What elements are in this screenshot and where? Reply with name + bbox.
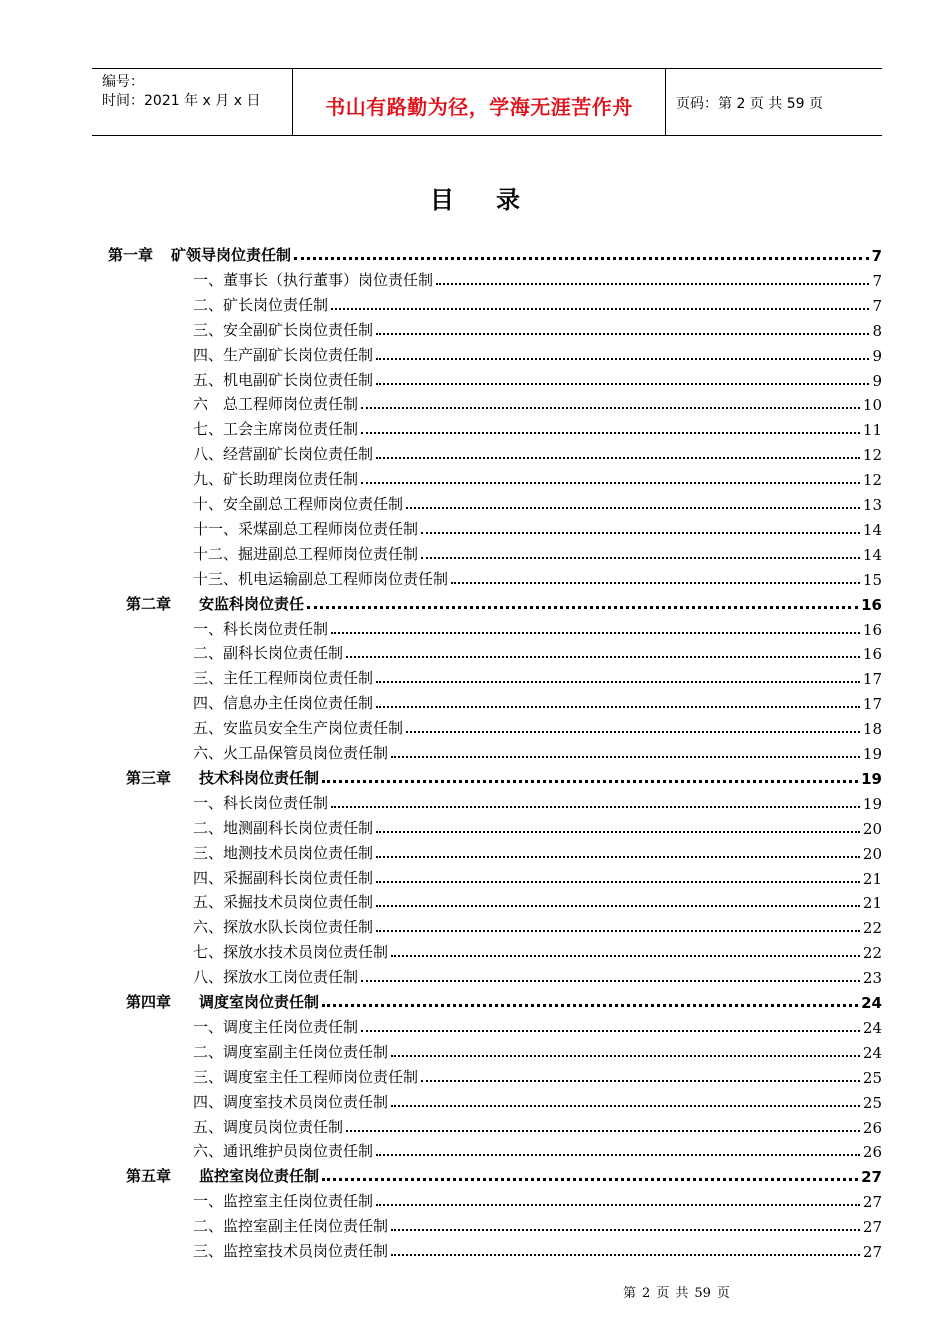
toc-page-number: 21 [862,894,882,913]
toc-chapter-row[interactable] [126,764,882,788]
title-part: 录 [496,186,520,214]
toc-item-row[interactable] [193,814,882,838]
toc-chapter-label: 安监科岗位责任 [199,594,305,613]
toc-dot-leader [391,756,860,758]
toc-page-number: 15 [862,570,882,589]
toc-item-label: 十一、采煤副总工程师岗位责任制 [193,519,419,538]
toc-dot-leader [361,432,860,434]
toc-dot-leader [376,333,869,335]
toc-dot-leader [391,1055,860,1057]
toc-chapter-number: 第五章 [126,1167,172,1186]
toc-dot-leader [436,283,869,285]
toc-item-label: 一、董事长（执行董事）岗位责任制 [193,270,434,289]
toc-item-label: 五、调度员岗位责任制 [193,1117,344,1136]
toc-item-row[interactable] [193,341,882,365]
toc-item-label: 二、地测副科长岗位责任制 [193,818,374,837]
toc-page-number: 7 [871,247,882,265]
toc-chapter-number: 第四章 [126,993,172,1011]
footer-word: 页 [716,1286,730,1301]
toc-dot-leader [421,557,860,559]
toc-page-number: 16 [861,595,882,614]
toc-item-label: 三、监控室技术员岗位责任制 [193,1242,389,1260]
toc-page-number: 24 [862,1043,882,1062]
toc-page-number: 26 [862,1118,882,1137]
toc-item-label: 四、采掘副科长岗位责任制 [193,868,374,887]
toc-item-label: 十、安全副总工程师岗位责任制 [193,495,404,513]
toc-dot-leader [376,681,860,683]
toc-page-number: 20 [862,819,882,838]
toc-item-row[interactable] [193,1113,882,1137]
toc-dot-leader [361,482,860,484]
toc-item-label: 六、火工品保管员岗位责任制 [193,744,389,762]
toc-page-number: 22 [862,944,882,963]
toc-page-number: 21 [862,869,882,888]
toc-page-number: 13 [862,496,882,514]
toc-item-row[interactable] [193,1038,882,1062]
toc-item-label: 二、监控室副主任岗位责任制 [193,1217,389,1236]
toc-dot-leader [376,856,860,858]
toc-item-label: 二、矿长岗位责任制 [193,295,329,314]
toc-item-row[interactable] [193,789,882,813]
toc-item-label: 三、安全副矿长岗位责任制 [193,320,374,339]
toc-item-label: 五、安监员安全生产岗位责任制 [193,719,404,738]
toc-chapter-label: 矿领导岗位责任制 [171,246,292,264]
toc-dot-leader [376,383,869,385]
toc-item-label: 十二、掘进副总工程师岗位责任制 [193,544,419,563]
footer-page-number: 2 [642,1286,651,1301]
toc-dot-leader [361,1030,860,1032]
toc-page-number: 16 [862,645,882,664]
toc-item-row[interactable] [193,1187,882,1211]
toc-page-number: 25 [862,1093,882,1112]
toc-page-number: 19 [862,794,882,813]
toc-item-row[interactable] [193,938,882,962]
toc-item-row[interactable] [193,739,882,763]
toc-chapter-label: 监控室岗位责任制 [199,1167,320,1186]
toc-item-label: 五、机电副矿长岗位责任制 [193,370,374,389]
toc-page-number: 23 [862,969,882,988]
toc-page-number: 19 [861,769,882,788]
toc-page-number: 14 [862,545,882,564]
toc-page-number: 8 [872,321,882,340]
toc-dot-leader [376,881,860,883]
toc-dot-leader [376,1204,860,1206]
toc-dot-leader [361,407,860,409]
toc-page-number: 24 [861,994,882,1012]
toc-dot-leader [376,1154,860,1156]
toc-item-label: 十三、机电运输副总工程师岗位责任制 [193,569,449,588]
toc-item-label: 六、探放水队长岗位责任制 [193,918,374,937]
toc-dot-leader [331,632,860,634]
toc-chapter-row[interactable] [126,1162,882,1186]
toc-page-number: 9 [872,371,882,390]
toc-item-row[interactable] [193,615,882,639]
toc-item-row[interactable] [193,291,882,315]
toc-dot-leader [421,532,860,534]
toc-item-label: 一、科长岗位责任制 [193,619,329,638]
header-divider [665,69,666,135]
toc-page-number: 14 [862,520,882,539]
toc-page-number: 12 [862,446,882,465]
toc-dot-leader [406,507,860,509]
toc-item-row[interactable] [193,639,882,663]
toc-item-label: 一、调度主任岗位责任制 [193,1017,359,1036]
toc-dot-leader [322,1004,858,1007]
toc-item-row[interactable] [193,316,882,340]
toc-item-label: 六 总工程师岗位责任制 [193,395,359,414]
toc-item-row[interactable] [193,664,882,688]
toc-dot-leader [361,980,860,982]
title-part: 目 [430,186,454,214]
header-meta [102,73,260,111]
toc-item-label: 九、矿长助理岗位责任制 [193,470,359,489]
toc-chapter-label: 技术科岗位责任制 [199,768,320,787]
toc-item-row[interactable] [193,565,882,589]
toc-item-row[interactable] [193,1063,882,1087]
toc-item-row[interactable] [193,1212,882,1236]
toc-page-number: 27 [862,1218,882,1237]
toc-dot-leader [391,1229,860,1231]
toc-page-number: 27 [862,1193,882,1212]
toc-page-number: 18 [862,720,882,739]
toc-dot-leader [421,1080,860,1082]
toc-item-row[interactable] [193,266,882,290]
header-motto: 书山有路勤为径，学海无涯苦作舟 [325,95,633,119]
toc-chapter-label: 调度室岗位责任制 [199,993,320,1011]
toc-item-label: 二、调度室副主任岗位责任制 [193,1042,389,1061]
toc-item-label: 一、科长岗位责任制 [193,793,329,812]
toc-item-row[interactable] [193,888,882,912]
toc-dot-leader [294,257,869,260]
toc-item-label: 五、采掘技术员岗位责任制 [193,893,374,912]
toc-item-label: 二、副科长岗位责任制 [193,644,344,663]
toc-dot-leader [376,457,860,459]
toc-dot-leader [451,582,860,584]
toc-chapter-row[interactable] [108,241,882,265]
toc-page-number: 11 [862,421,882,440]
toc-dot-leader [376,905,860,907]
toc-item-label: 八、经营副矿长岗位责任制 [193,445,374,464]
toc-item-label: 四、生产副矿长岗位责任制 [193,345,374,364]
toc-page-number: 17 [862,670,882,689]
toc-page-number: 7 [872,296,882,315]
page-title [0,180,950,215]
toc-item-row[interactable] [193,440,882,464]
toc-item-row[interactable] [193,1137,882,1161]
toc-item-row[interactable] [193,1237,882,1261]
toc-item-row[interactable] [193,490,882,514]
footer-word: 页 [656,1286,670,1301]
toc-page-number: 22 [862,919,882,938]
toc-item-row[interactable] [193,415,882,439]
toc-page-number: 24 [862,1018,882,1037]
toc-item-label: 三、地测技术员岗位责任制 [193,843,374,862]
toc-item-row[interactable] [193,515,882,539]
toc-item-row[interactable] [193,864,882,888]
toc-dot-leader [322,780,858,783]
toc-dot-leader [331,308,869,310]
toc-page-number: 25 [862,1068,882,1087]
toc-chapter-number: 第一章 [108,246,154,264]
toc-item-row[interactable] [193,390,882,414]
toc-item-label: 七、工会主席岗位责任制 [193,420,359,439]
toc-item-label: 四、调度室技术员岗位责任制 [193,1092,389,1111]
toc-item-row[interactable] [193,465,882,489]
toc-item-label: 六、通讯维护员岗位责任制 [193,1142,374,1161]
toc-item-row[interactable] [193,839,882,863]
toc-item-row[interactable] [193,1088,882,1112]
toc-item-label: 七、探放水技术员岗位责任制 [193,943,389,962]
serial-label: 编号： [102,74,144,90]
time-label: 时间：2021 年 x 月 x 日 [102,93,261,109]
toc-item-row[interactable] [193,366,882,390]
toc-item-label: 三、主任工程师岗位责任制 [193,669,374,688]
toc-dot-leader [376,706,860,708]
toc-item-row[interactable] [193,540,882,564]
toc-item-row[interactable] [193,913,882,937]
toc-page-number: 27 [861,1168,882,1187]
toc-dot-leader [406,731,860,733]
toc-page-number: 20 [862,844,882,863]
toc-dot-leader [376,358,869,360]
toc-dot-leader [391,1254,860,1256]
toc-dot-leader [391,1105,860,1107]
toc-page-number: 9 [872,346,882,365]
toc-dot-leader [331,806,860,808]
toc-item-row[interactable] [193,963,882,987]
toc-dot-leader [346,656,860,658]
toc-dot-leader [376,930,860,932]
toc-item-label: 三、调度室主任工程师岗位责任制 [193,1067,419,1086]
toc-item-row[interactable] [193,689,882,713]
toc-item-label: 八、探放水工岗位责任制 [193,968,359,987]
toc-page-number: 17 [862,695,882,714]
toc-chapter-row[interactable] [126,590,882,614]
toc-page-number: 10 [862,396,882,415]
footer-word: 共 [675,1286,689,1301]
toc-page-number: 19 [862,745,882,763]
toc-item-row[interactable] [193,1013,882,1037]
toc-chapter-row[interactable] [126,988,882,1012]
toc-item-label: 四、信息办主任岗位责任制 [193,694,374,713]
toc-chapter-number: 第三章 [126,768,172,787]
toc-dot-leader [307,606,858,609]
toc-page-number: 7 [872,271,882,290]
page-footer [620,1282,733,1301]
header-page-info: 页码：第 2 页 共 59 页 [676,96,823,112]
footer-total-pages: 59 [694,1286,711,1301]
toc-chapter-number: 第二章 [126,594,172,613]
toc-item-row[interactable] [193,714,882,738]
toc-item-label: 一、监控室主任岗位责任制 [193,1192,374,1211]
toc-page-number: 26 [862,1143,882,1162]
page-header [92,68,882,136]
toc-page-number: 16 [862,620,882,639]
toc-dot-leader [376,831,860,833]
toc-dot-leader [391,955,860,957]
toc-page-number: 12 [862,471,882,490]
footer-word: 第 [623,1286,637,1301]
toc-page-number: 27 [862,1243,882,1261]
toc-dot-leader [346,1130,860,1132]
toc-dot-leader [322,1178,858,1181]
